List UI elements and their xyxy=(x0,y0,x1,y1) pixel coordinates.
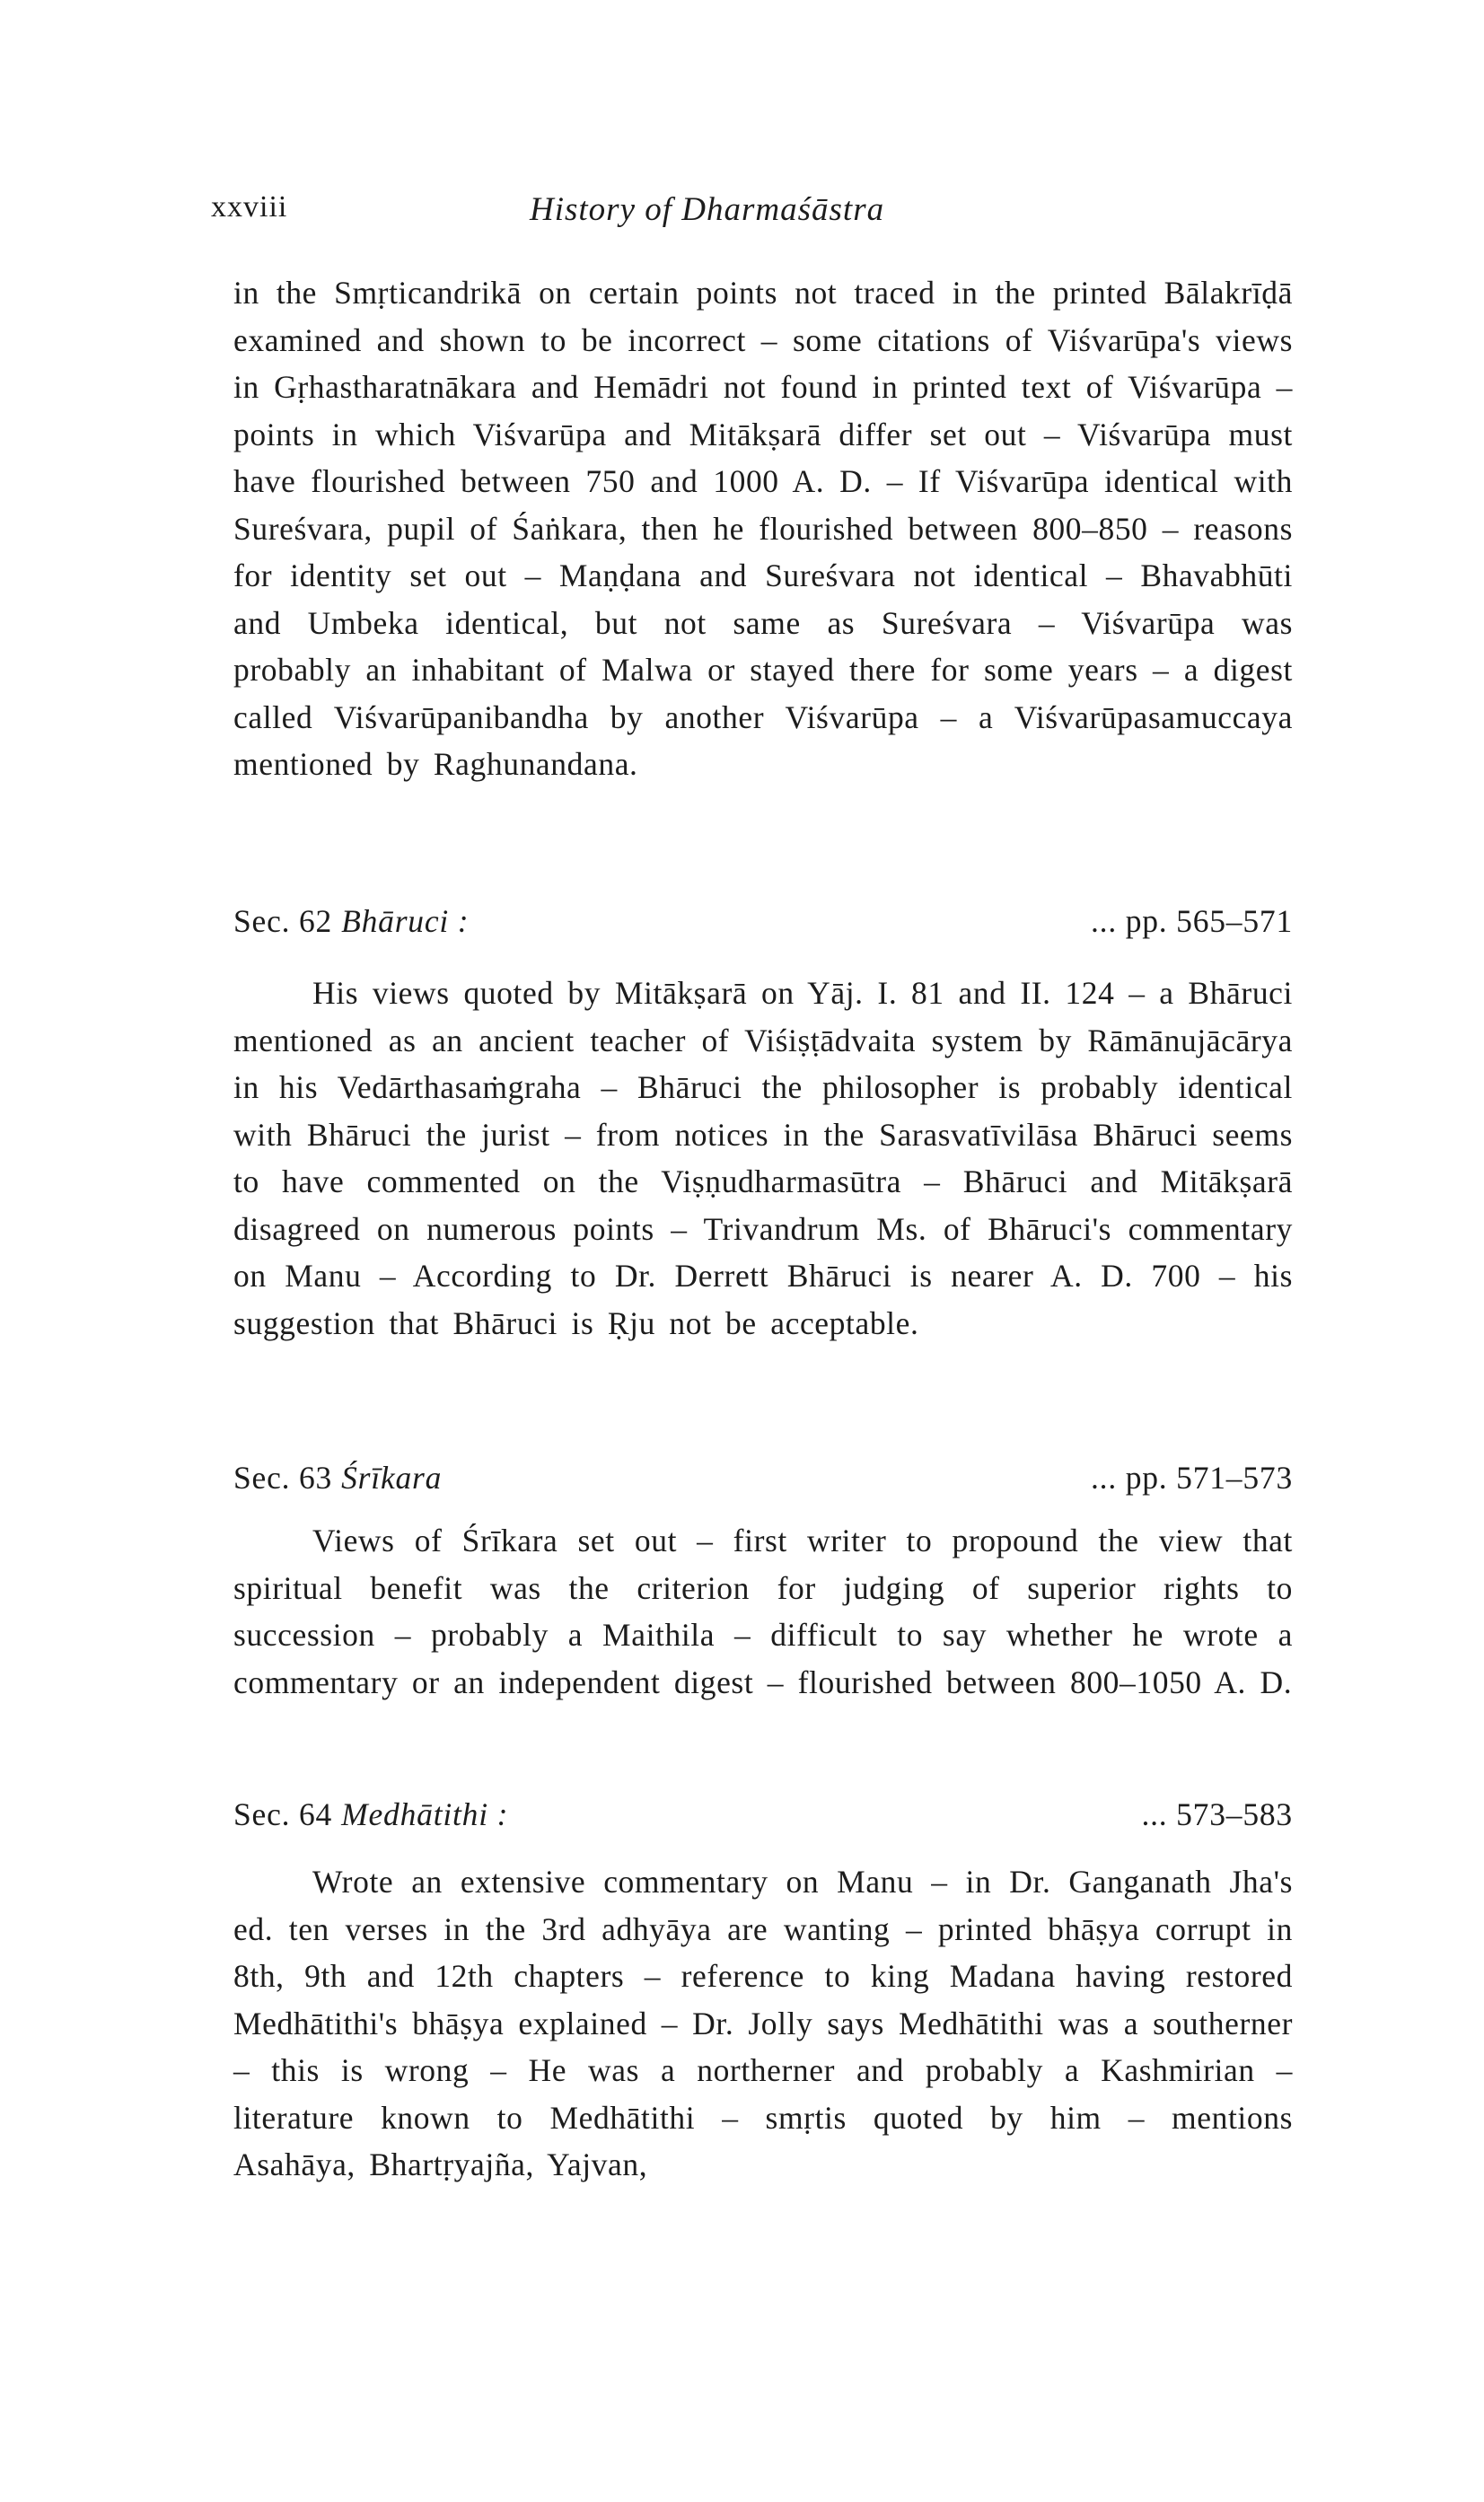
continuation-paragraph: in the Smṛticandrikā on certain points not traced in the printed Bālakrīḍā examined and shown to be incorrect – some citations of Viśvarūpa's views in Gṛhastharatnākara and Hemādri not found in printed text of Viśvarūpa – points in which Viśvarūpa and Mitākṣarā differ set out – Viśvarūpa must have flourished between 750 and 1000 A. D. – If Viśvarūpa identical with Sureśvara, pupil of Śaṅkara, then he flourished between 800–850 – reasons for identity set out – Maṇḍana and Sureśvara not identical – Bhavabhūti and Umbeka identical, but not same as Sureśvara – Viśvarūpa was probably an inhabitant of Malwa or stayed there for some years – a digest called Viśvarūpanibandha by another Viśvarūpa – a Viśvarūpasamuccaya mentioned by Raghunandana. xyxy=(233,275,1293,782)
section-body-64: Wrote an extensive commentary on Manu – in Dr. Ganganath Jha's ed. ten verses in the 3rd adhyāya are wanting – printed bhāṣya corrupt in 8th, 9th and 12th chapters – reference to king Madana having restored Medhātithi's bhāṣya explained – Dr. Jolly says Medhātithi was a southerner – this is wrong – He was a northerner and probably a Kashmirian – literature known to Medhātithi – smṛtis quoted by him – mentions Asahāya, Bhartṛyajña, Yajvan, xyxy=(233,1864,1293,2182)
section-number: Sec. 62 xyxy=(233,903,333,939)
page-number: xxviii xyxy=(211,190,288,224)
section-number: Sec. 63 xyxy=(233,1460,333,1496)
section-name: Medhātithi : xyxy=(341,1796,509,1832)
section-heading-62 xyxy=(233,902,1293,949)
section-number: Sec. 64 xyxy=(233,1796,333,1832)
section-body-62: His views quoted by Mitākṣarā on Yāj. I. 81 and II. 124 – a Bhāruci mentioned as an ancient teacher of Viśiṣṭādvaita system by Rāmānujācārya in his Vedārthasaṁgraha – Bhāruci the philosopher is probably identical with Bhāruci the jurist – from notices in the Sarasvatīvilāsa Bhāruci seems to have commented on the Viṣṇudharmasūtra – Bhāruci and Mitākṣarā disagreed on numerous points – Trivandrum Ms. of Bhāruci's commentary on Manu – According to Dr. Derrett Bhāruci is nearer A. D. 700 – his suggestion that Bhāruci is Ṛju not be acceptable. xyxy=(233,975,1293,1341)
section-body-63: Views of Śrīkara set out – first writer to propound the view that spiritual benefit was the criterion for judging of superior rights to succession – probably a Maithila – difficult to say whether he wrote a commentary or an independent digest – flourished between 800–1050 A. D. xyxy=(233,1523,1293,1700)
running-title: History of Dharmaśāstra xyxy=(530,191,885,228)
section-name: Śrīkara xyxy=(341,1460,443,1496)
section-pages: ... pp. 565–571 xyxy=(1091,903,1293,939)
section-pages: ... pp. 571–573 xyxy=(1091,1460,1293,1496)
section-heading-63 xyxy=(233,1459,1293,1506)
section-heading-64 xyxy=(233,1795,1293,1842)
section-pages: ... 573–583 xyxy=(1141,1796,1293,1832)
running-header xyxy=(211,190,1288,235)
section-name: Bhāruci : xyxy=(341,903,470,939)
